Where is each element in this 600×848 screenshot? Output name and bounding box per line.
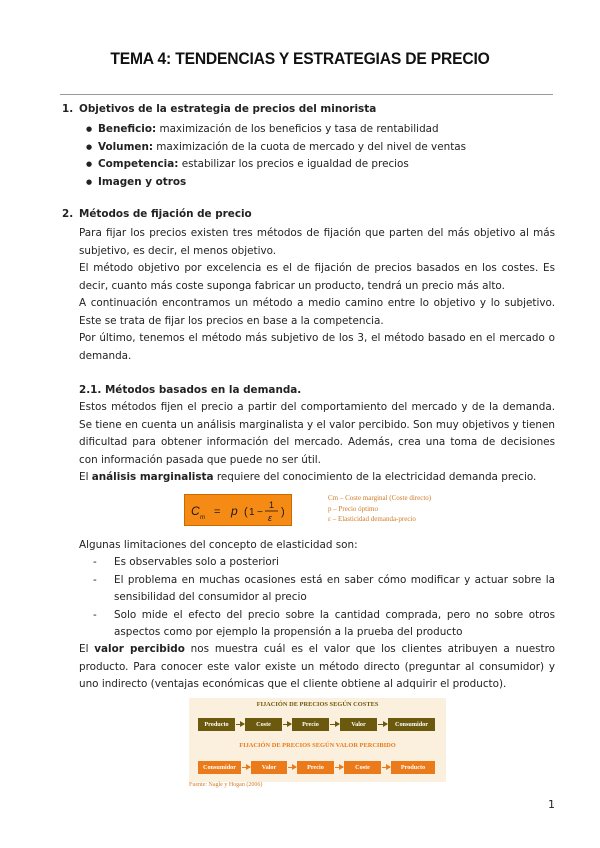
flow-box: Coste bbox=[245, 718, 282, 731]
flow-box: Consumidor bbox=[388, 718, 435, 731]
arrow-icon bbox=[330, 724, 339, 725]
bullet-term: Volumen: bbox=[98, 140, 153, 153]
paragraph: Estos métodos fijen el precio a partir del comportamiento del mercado y de la demanda. Se tiene en cuenta un análisis marginalista y el valor percibido. Son muy objetivos y tienen dificultad para obtener información del mercado. Además, crea una toma de decisiones con información pasada que puede no ser útil. bbox=[79, 401, 555, 466]
formula-lhs: C bbox=[191, 504, 200, 518]
valor-paragraph: El valor percibido nos muestra cuál es el valor que los clientes atribuyen a nuestro producto. Para conocer este valor existe un método directo (preguntar al consumidor) y uno indirecto (ventajas económicas que el cliente obtiene al adquirir el producto). bbox=[79, 643, 555, 690]
diagram-bottom-title: FIJACIÓN DE PRECIOS SEGÚN VALOR PERCIBIDO bbox=[239, 742, 396, 749]
formula-sub: m bbox=[200, 515, 205, 521]
paragraph: Por último, tenemos el método más subjetivo de los 3, el método basado en el mercado o demanda. bbox=[79, 332, 555, 362]
section-2-heading bbox=[62, 208, 252, 220]
formula-p: p bbox=[231, 504, 238, 518]
valor-term: valor percibido bbox=[94, 643, 185, 655]
flow-box: Valor bbox=[340, 718, 377, 731]
arrow-icon bbox=[283, 724, 291, 725]
bullet-text: maximización de los beneficios y tasa de rentabilidad bbox=[156, 123, 439, 135]
formula-one: 1 bbox=[249, 507, 255, 518]
flow-box: Consumidor bbox=[198, 761, 241, 774]
formula-legend bbox=[328, 493, 431, 525]
diagram-source: Fuente: Nagle y Hogan (2006) bbox=[189, 782, 263, 788]
subsection-2-1-heading: 2.1. Métodos basados en la demanda. bbox=[79, 384, 302, 396]
flow-box: Producto bbox=[391, 761, 435, 774]
legend-line: ε – Elasticidad demanda-precio bbox=[328, 515, 416, 523]
bullet-term: Competencia: bbox=[98, 158, 179, 170]
formula-den: ε bbox=[268, 513, 272, 523]
paragraph: A continuación encontramos un método a medio camino entre lo objetivo y lo subjetivo. Este se trata de fijar los precios en base a la competencia. bbox=[79, 297, 555, 327]
paragraph-marginal: El análisis marginalista requiere del conocimiento de la electricidad demanda precio. bbox=[79, 471, 537, 483]
section-2-body bbox=[79, 225, 555, 365]
section-2-title: Métodos de fijación de precio bbox=[79, 208, 252, 220]
diagram-top-title: FIJACIÓN DE PRECIOS SEGÚN COSTES bbox=[256, 701, 379, 708]
flow-box: Precio bbox=[292, 718, 329, 731]
formula-num: 1 bbox=[269, 500, 275, 510]
arrow-icon bbox=[335, 767, 343, 768]
list-item: - El problema en muchas ocasiones está en saber cómo modificar y actuar sobre la sensibilidad del consumidor al precio bbox=[79, 572, 555, 607]
list-item bbox=[98, 121, 600, 139]
list-item bbox=[98, 139, 600, 157]
title-divider bbox=[60, 94, 553, 95]
formula-minus: − bbox=[257, 507, 263, 518]
legend-line: p – Precio óptimo bbox=[328, 504, 378, 513]
section-1-number: 1. bbox=[62, 103, 74, 115]
paragraph: El método objetivo por excelencia es el de fijación de precios basados en los costes. Es decir, cuanto más coste suponga fabricar un producto, tendrá un precio más alto. bbox=[79, 262, 555, 292]
section-1-heading bbox=[62, 103, 376, 115]
bullet-text: maximización de la cuota de mercado y del nivel de ventas bbox=[153, 140, 467, 153]
formula-image bbox=[184, 494, 292, 526]
list-item: - Solo mide el efecto del precio sobre la cantidad comprada, pero no sobre otros aspectos como por ejemplo la propensión a la prueba del producto bbox=[79, 607, 555, 642]
paragraph: Para fijar los precios existen tres métodos de fijación que parten del más objetivo al más subjetivo, es decir, el menos objetivo. bbox=[79, 227, 555, 257]
arrow-icon bbox=[236, 724, 244, 725]
page-number: 1 bbox=[548, 798, 555, 811]
subsection-2-1-body bbox=[79, 399, 555, 487]
flow-box: Producto bbox=[198, 718, 235, 731]
legend-line: Cm – Coste marginal (Coste directo) bbox=[328, 494, 432, 502]
section-1-title: Objetivos de la estrategia de precios del minorista bbox=[79, 103, 377, 115]
bullet-text: estabilizar los precios e igualdad de precios bbox=[178, 158, 409, 170]
bullet-term: Beneficio: bbox=[98, 123, 157, 135]
arrow-icon bbox=[378, 724, 387, 725]
section-1-bullets bbox=[98, 121, 600, 191]
formula-svg bbox=[185, 495, 293, 527]
formula-rparen: ) bbox=[281, 506, 285, 518]
pricing-flow-diagram bbox=[189, 698, 446, 782]
list-item bbox=[98, 174, 600, 192]
limits-list bbox=[79, 554, 555, 642]
list-item: - Es observables solo a posteriori bbox=[79, 554, 555, 572]
formula-lparen: ( bbox=[244, 506, 248, 518]
flow-box: Valor bbox=[251, 761, 287, 774]
section-2-number: 2. bbox=[62, 208, 74, 220]
list-item bbox=[98, 156, 600, 174]
flow-box: Coste bbox=[344, 761, 381, 774]
formula-eq: = bbox=[214, 506, 221, 518]
bullet-term: Imagen y otros bbox=[98, 175, 187, 188]
marginal-term: análisis marginalista bbox=[91, 471, 214, 483]
limits-intro: Algunas limitaciones del concepto de elasticidad son: bbox=[79, 539, 358, 551]
page-title: TEMA 4: TENDENCIAS Y ESTRATEGIAS DE PRECIO bbox=[110, 49, 490, 68]
arrow-icon bbox=[382, 767, 390, 768]
flow-box: Precio bbox=[297, 761, 334, 774]
arrow-icon bbox=[288, 767, 296, 768]
arrow-icon bbox=[242, 767, 250, 768]
